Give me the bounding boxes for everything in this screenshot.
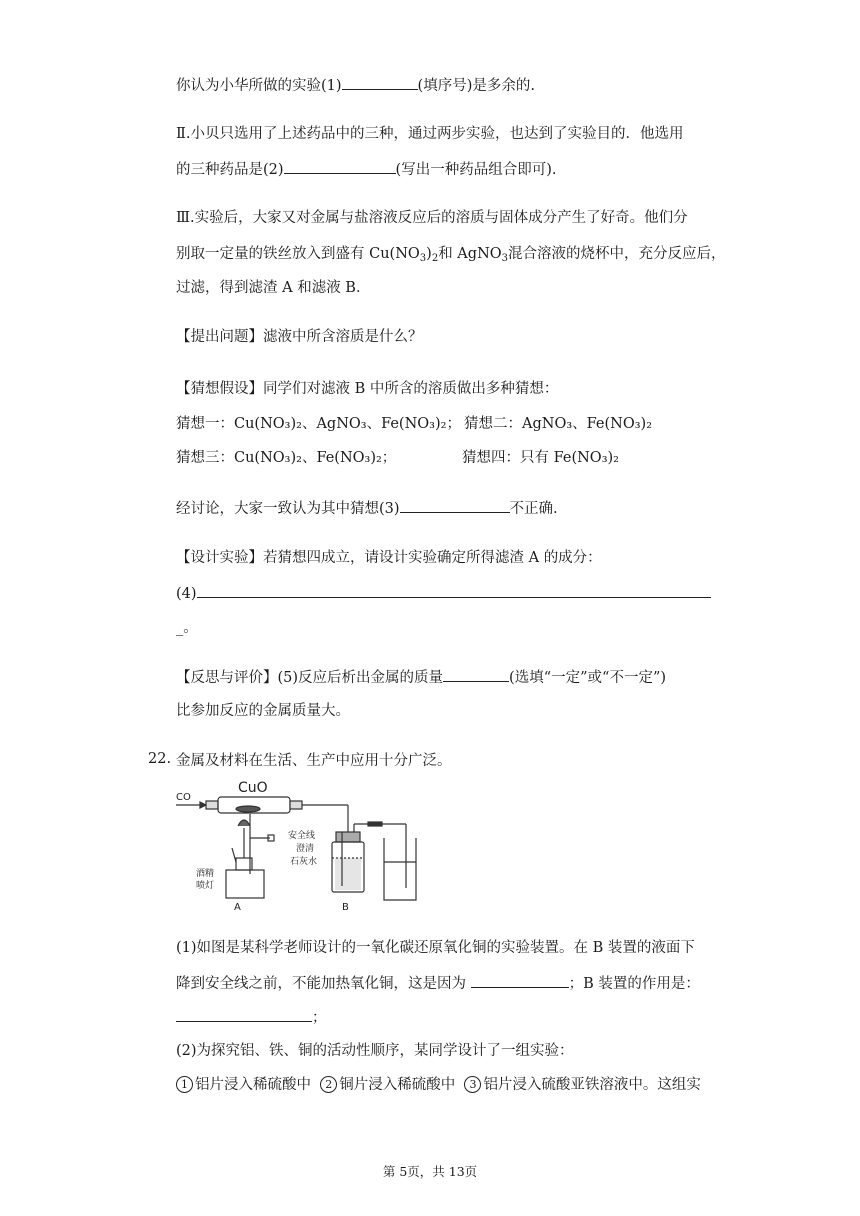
text-line <box>176 1007 327 1028</box>
text: 铝片浸入硫酸亚铁溶液中。这组实 <box>483 1077 701 1093</box>
text: 铝片浸入稀硫酸中 <box>195 1077 311 1093</box>
text: 不正确. <box>509 501 558 517</box>
text-line: (2)为探究铝、铁、铜的活动性顺序，某同学设计了一组实验： <box>176 1043 574 1059</box>
text: ) <box>426 246 432 262</box>
text-line <box>176 667 666 688</box>
text-line <box>176 583 711 604</box>
text-line: 别取一定量的铁丝放入到盛有 $Cu(NO_3)_2$和 AgNO$_3$混合溶液的烧杯中，充分反应后， <box>176 246 726 264</box>
text: ；B 装置的作用是： <box>568 976 700 992</box>
text: (写出一种药品组合即可). <box>395 162 557 178</box>
answer-blank-2[interactable] <box>284 159 396 174</box>
text: 铜片浸入稀硫酸中 <box>339 1077 456 1093</box>
limewater-label: 澄清 <box>296 844 315 854</box>
co-label: CO <box>176 792 191 803</box>
text: 混合溶液的烧杯中，充分反应后， <box>508 246 726 262</box>
label-b: B <box>342 902 349 912</box>
answer-blank-1[interactable] <box>342 75 418 90</box>
text-line: Ⅲ.实验后，大家又对金属与盐溶液反应后的溶质与固体成分产生了好奇。他们分 <box>176 210 688 226</box>
question-number: 22. <box>148 751 172 767</box>
text: 的三种药品是(2) <box>176 162 284 178</box>
lamp-label: 喷灯 <box>196 881 215 891</box>
text: 经讨论，大家一致认为其中猜想(3) <box>176 501 400 517</box>
text: ； <box>312 1010 327 1026</box>
text-line: 过滤，得到滤渣 A 和滤液 B． <box>176 280 371 296</box>
text-line <box>176 75 535 96</box>
text: 【反思与评价】(5)反应后析出金属的质量 <box>176 670 444 686</box>
section-heading: 【提出问题】滤液中所含溶质是什么？ <box>176 329 423 345</box>
text-line <box>176 498 558 519</box>
label-a: A <box>234 902 241 912</box>
text-line <box>176 973 700 994</box>
answer-blank-7[interactable] <box>176 1007 312 1022</box>
circled-number: 3 <box>464 1076 481 1093</box>
text-line <box>176 159 556 180</box>
text: 和 AgNO <box>438 246 502 262</box>
limewater-label: 石灰水 <box>290 857 318 867</box>
answer-blank-6[interactable] <box>471 973 569 988</box>
text-line: _。 <box>176 620 198 636</box>
apparatus-figure <box>170 778 420 912</box>
answer-blank-5[interactable] <box>443 667 509 682</box>
answer-blank-3[interactable] <box>400 498 510 513</box>
section-heading: 【猜想假设】同学们对滤液 B 中所含的溶质做出多种猜想： <box>176 381 559 397</box>
circled-number: 2 <box>320 1076 337 1093</box>
hypothesis-2: 猜想二：AgNO₃、Fe(NO₃)₂ <box>464 416 653 432</box>
text-line: 比参加反应的金属质量大。 <box>176 703 350 719</box>
hypothesis-3: 猜想三：Cu(NO₃)₂、Fe(NO₃)₂； <box>176 450 397 466</box>
text: 降到安全线之前，不能加热氧化铜，这是因为 <box>176 976 466 992</box>
text: (填序号)是多余的. <box>417 78 535 94</box>
circled-number: 1 <box>176 1076 193 1093</box>
question-stem: 金属及材料在生活、生产中应用十分广泛。 <box>176 753 452 769</box>
text-line: Ⅱ.小贝只选用了上述药品中的三种，通过两步实验，也达到了实验目的．他选用 <box>176 126 684 142</box>
text: (选填“一定”或“不一定”) <box>509 670 667 686</box>
answer-blank-4[interactable] <box>197 583 711 598</box>
text-line: (1)如图是某科学老师设计的一氧化碳还原氧化铜的实验装置。在 B 装置的液面下 <box>176 940 695 956</box>
text: (4) <box>176 586 197 602</box>
safety-line-label: 安全线 <box>288 831 316 841</box>
hypothesis-1: 猜想一：Cu(NO₃)₂、AgNO₃、Fe(NO₃)₂； <box>176 416 461 432</box>
text: 你认为小华所做的实验(1) <box>176 78 342 94</box>
section-heading: 【设计实验】若猜想四成立，请设计实验确定所得滤渣 A 的成分： <box>176 550 602 566</box>
lamp-label: 酒精 <box>196 869 215 879</box>
cuo-label: CuO <box>238 780 268 796</box>
page-footer: 第 5页，共 13页 <box>382 1164 478 1179</box>
text-line <box>176 1075 701 1095</box>
text: 别取一定量的铁丝放入到盛有 Cu(NO <box>176 246 420 262</box>
hypothesis-4: 猜想四：只有 Fe(NO₃)₂ <box>462 450 619 466</box>
